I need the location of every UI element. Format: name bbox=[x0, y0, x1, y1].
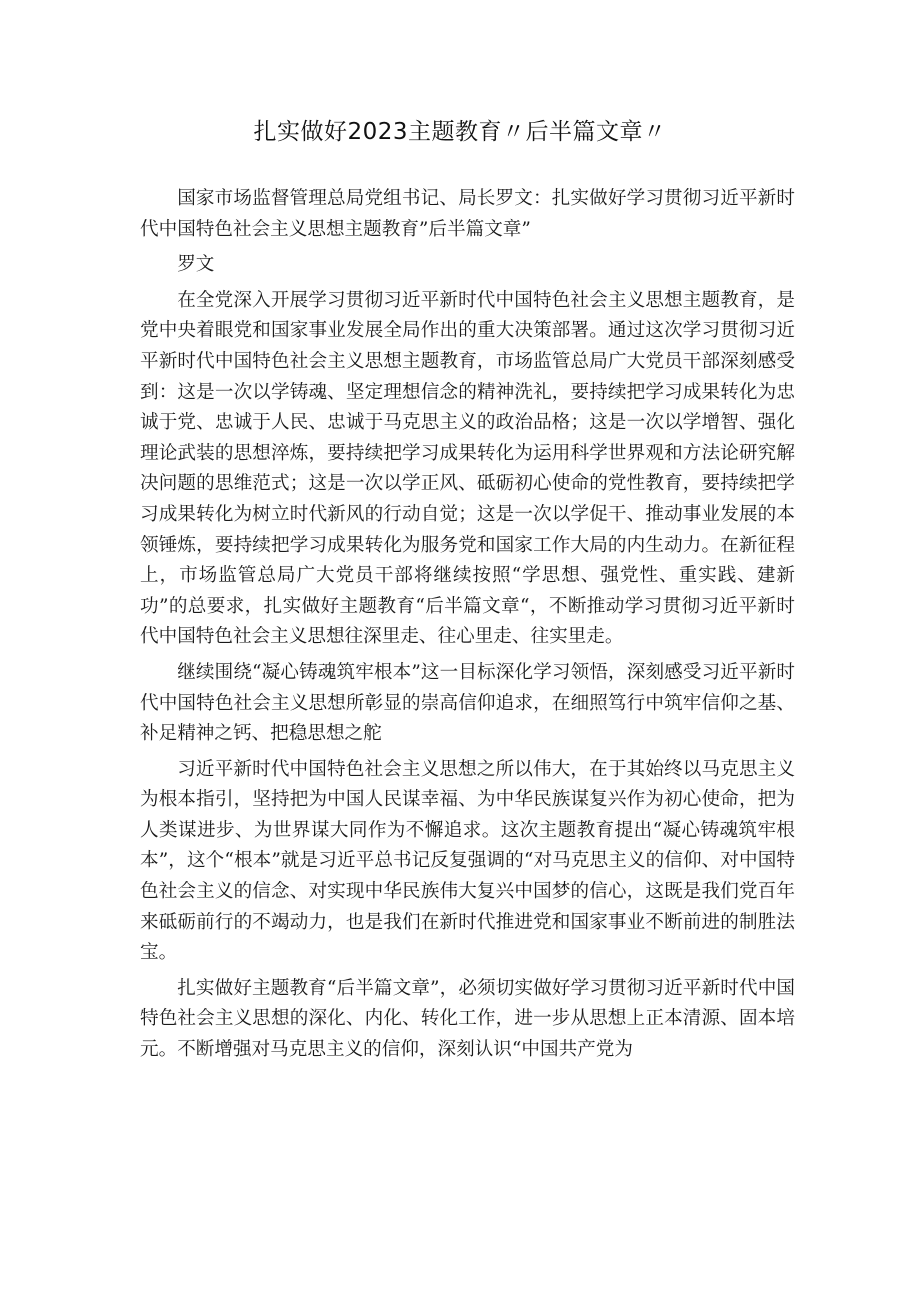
paragraph-intro: 在全党深入开展学习贯彻习近平新时代中国特色社会主义思想主题教育，是党中央着眼党和国家事业发展全局作出的重大决策部署。通过这次学习贯彻习近平新时代中国特色社会主义思想主题教育，市场监管总局广大党员干部深刻感受到：这是一次以学铸魂、坚定理想信念的精神洗礼，要持续把学习成果转化为忠诚于党、忠诚于人民、忠诚于马克思主义的政治品格；这是一次以学增智、强化理论武装的思想淬炼，要持续把学习成果转化为运用科学世界观和方法论研究解决问题的思维范式；这是一次以学正风、砥砺初心使命的党性教育，要持续把学习成果转化为树立时代新风的行动自觉；这是一次以学促干、推动事业发展的本领锤炼，要持续把学习成果转化为服务党和国家工作大局的内生动力。在新征程上，市场监管总局广大党员干部将继续按照“学思想、强党性、重实践、建新功”的总要求，扎实做好主题教育“后半篇文章“，不断推动学习贯彻习近平新时代中国特色社会主义思想往深里走、往心里走、往实里走。 bbox=[140, 289, 795, 648]
paragraph-author: 罗文 bbox=[177, 254, 215, 276]
paragraph-byline-heading: 国家市场监督管理总局党组书记、局长罗文：扎实做好学习贯彻习近平新时代中国特色社会主义思想主题教育”后半篇文章” bbox=[140, 188, 795, 240]
paragraph-body-continued: 扎实做好主题教育“后半篇文章”，必须切实做好学习贯彻习近平新时代中国特色社会主义思想的深化、内化、转化工作，进一步从思想上正本清源、固本培元。不断增强对马克思主义的信仰，深刻认识“中国共产党为 bbox=[140, 977, 795, 1061]
paragraph-body: 习近平新时代中国特色社会主义思想之所以伟大，在于其始终以马克思主义为根本指引，坚持把为中国人民谋幸福、为中华民族谋复兴作为初心使命，把为人类谋进步、为世界谋大同作为不懈追求。这次主题教育提出“凝心铸魂筑牢根本”，这个“根本”就是习近平总书记反复强调的“对马克思主义的信仰、对中国特色社会主义的信念、对实现中华民族伟大复兴中国梦的信心，这既是我们党百年来砥砺前行的不竭动力，也是我们在新时代推进党和国家事业不断前进的制胜法宝。 bbox=[140, 758, 795, 964]
document-body bbox=[140, 184, 795, 1071]
paragraph-section-heading: 继续围绕“凝心铸魂筑牢根本”这一目标深化学习领悟，深刻感受习近平新时代中国特色社会主义思想所彰显的崇高信仰追求，在细照笃行中筑牢信仰之基、补足精神之钙、把稳思想之舵 bbox=[140, 661, 795, 745]
document-title: 扎实做好2023主题教育〃后半篇文章〃 bbox=[253, 119, 667, 145]
